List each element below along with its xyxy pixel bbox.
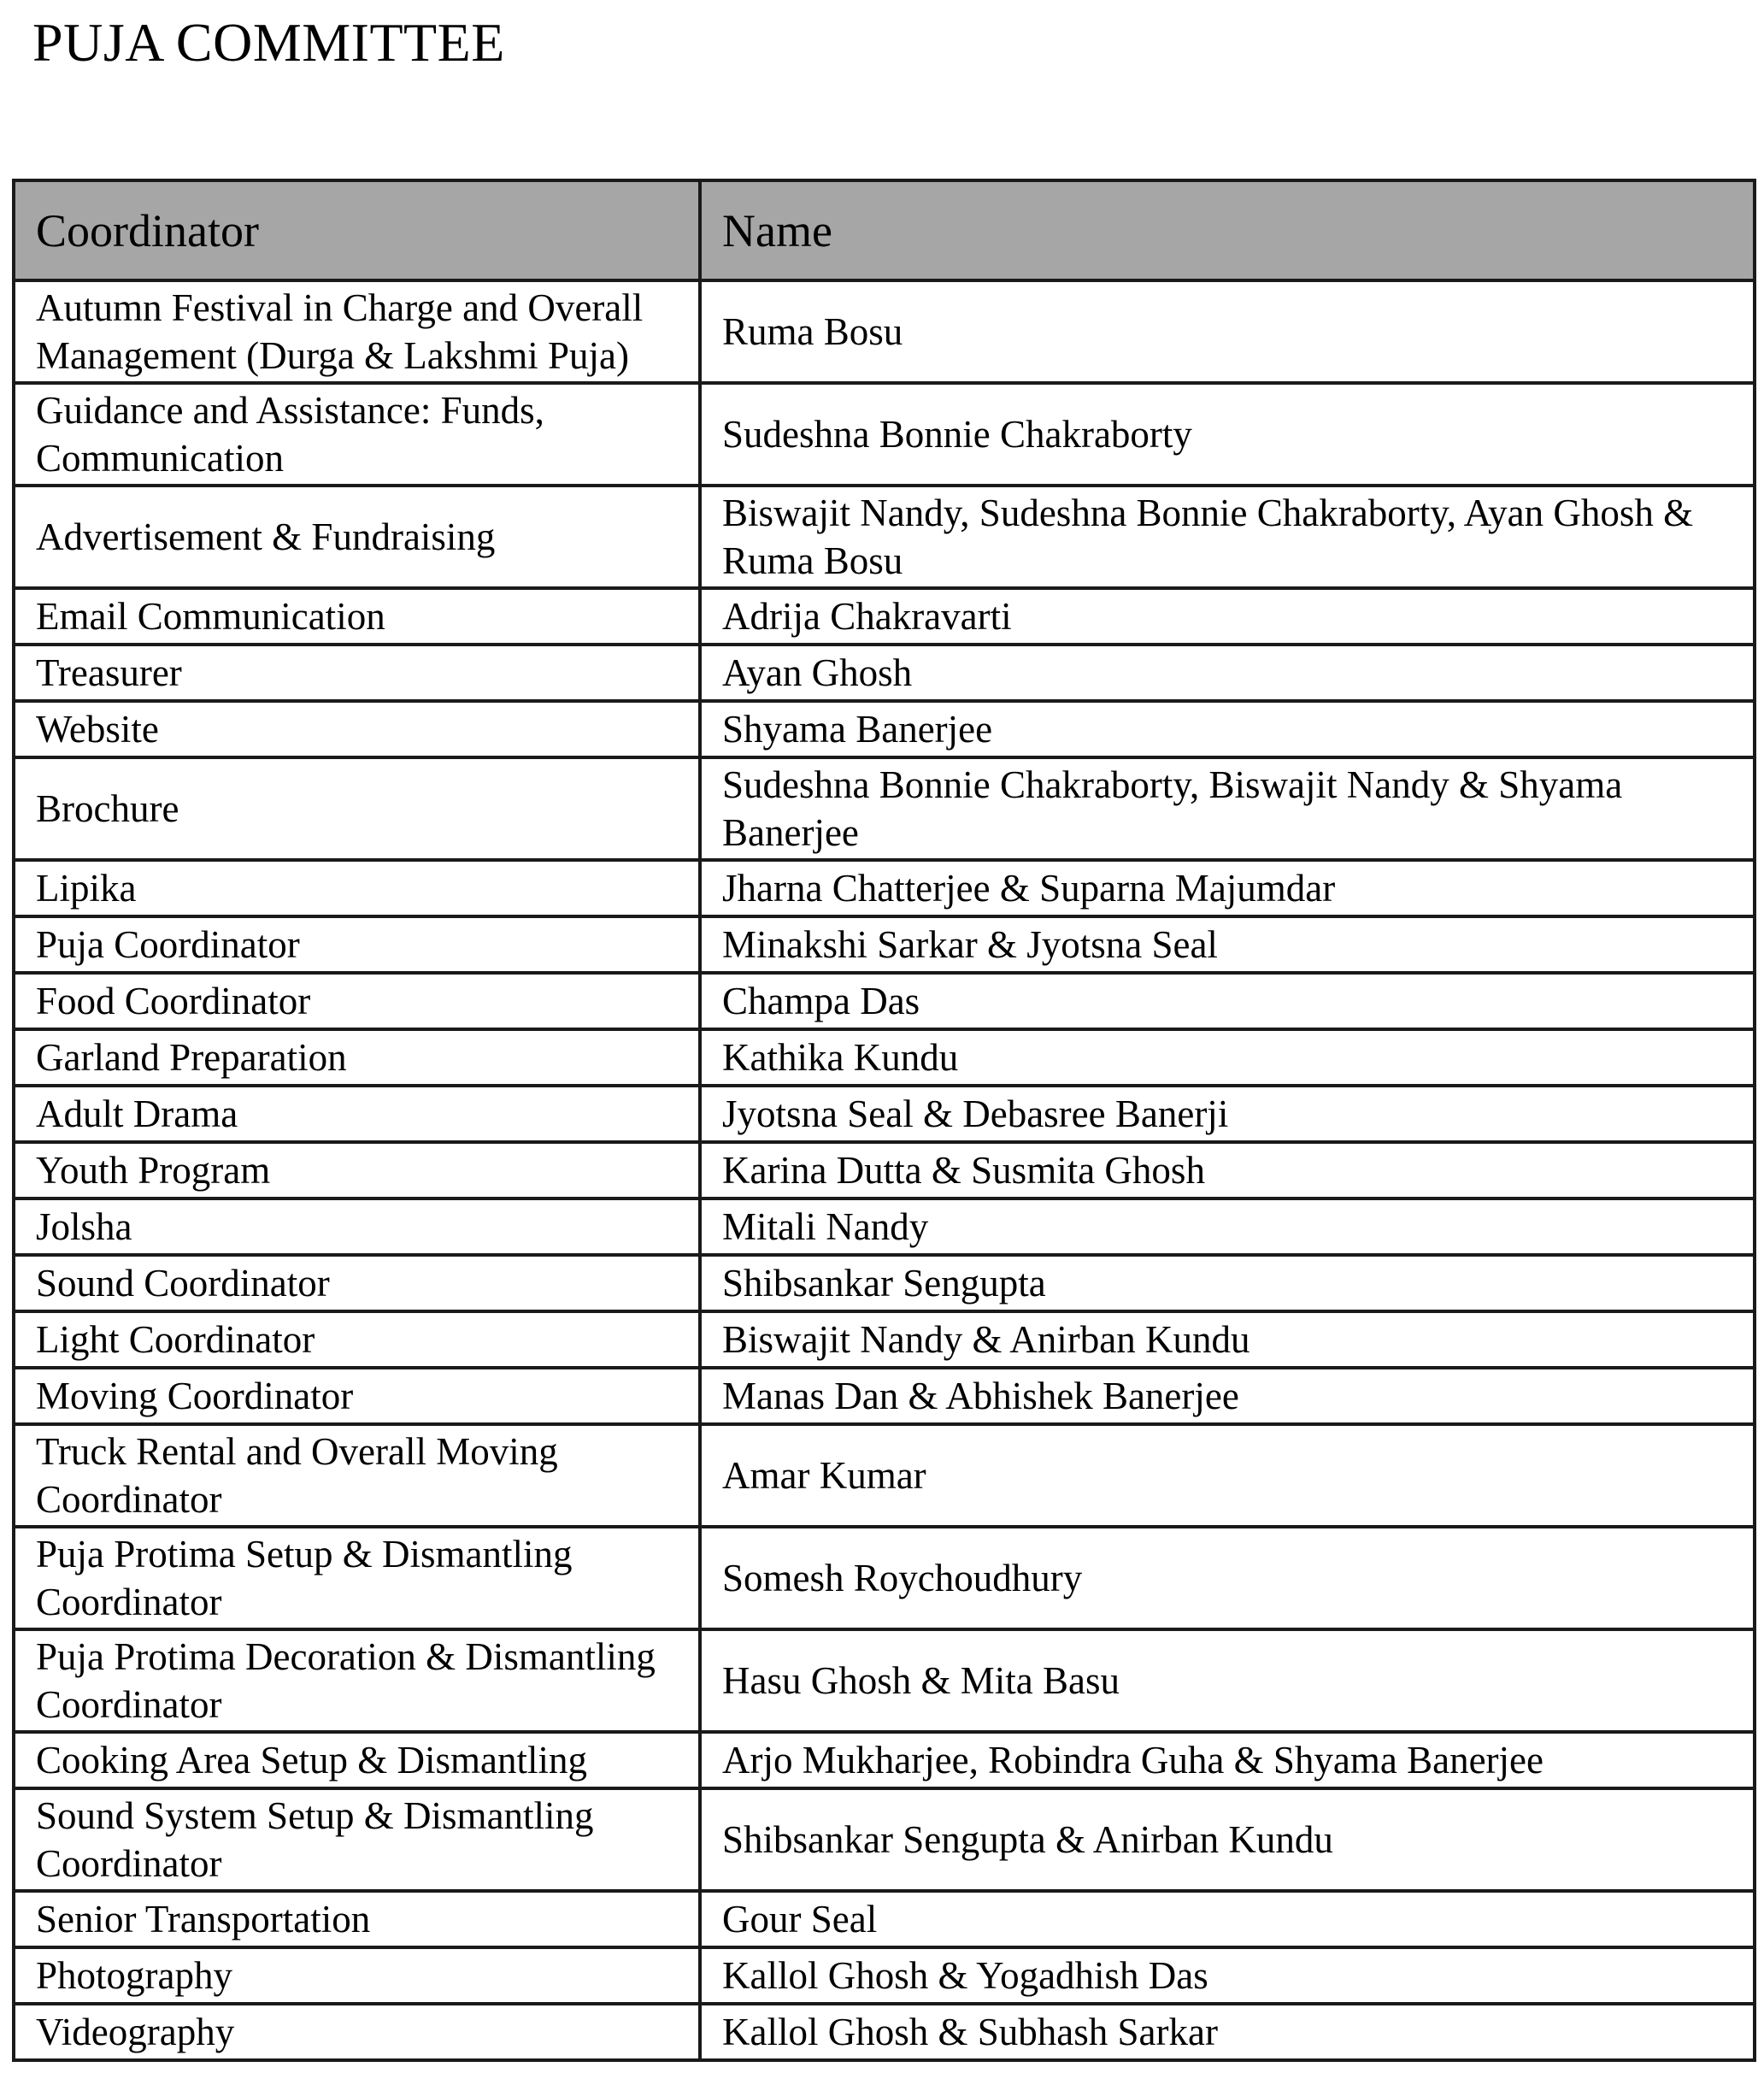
name-cell: Kathika Kundu	[700, 1029, 1755, 1086]
name-cell: Hasu Ghosh & Mita Basu	[700, 1629, 1755, 1732]
coordinator-cell: Guidance and Assistance: Funds, Communication	[14, 383, 700, 486]
table-row	[14, 1788, 1755, 1891]
table-row	[14, 280, 1755, 383]
table-row	[14, 486, 1755, 588]
name-cell: Amar Kumar	[700, 1424, 1755, 1527]
name-cell: Sudeshna Bonnie Chakraborty	[700, 383, 1755, 486]
header-name: Name	[700, 180, 1755, 280]
coordinator-cell: Advertisement & Fundraising	[14, 486, 700, 588]
table-row	[14, 1198, 1755, 1255]
name-cell: Biswajit Nandy & Anirban Kundu	[700, 1311, 1755, 1368]
table-row	[14, 916, 1755, 973]
coordinator-cell: Treasurer	[14, 645, 700, 701]
name-cell: Sudeshna Bonnie Chakraborty, Biswajit Nandy & Shyama Banerjee	[700, 757, 1755, 860]
name-cell: Shibsankar Sengupta & Anirban Kundu	[700, 1788, 1755, 1891]
coordinator-cell: Lipika	[14, 860, 700, 916]
coordinator-cell: Youth Program	[14, 1142, 700, 1198]
name-cell: Somesh Roychoudhury	[700, 1527, 1755, 1629]
table-row	[14, 860, 1755, 916]
table-header	[14, 180, 1755, 280]
coordinator-cell: Senior Transportation	[14, 1891, 700, 1947]
coordinator-cell: Puja Protima Setup & Dismantling Coordinator	[14, 1527, 700, 1629]
table-row	[14, 701, 1755, 757]
name-cell: Kallol Ghosh & Yogadhish Das	[700, 1947, 1755, 2004]
table-row	[14, 1029, 1755, 1086]
table-row	[14, 645, 1755, 701]
coordinator-cell: Garland Preparation	[14, 1029, 700, 1086]
table-row	[14, 1891, 1755, 1947]
coordinator-cell: Puja Coordinator	[14, 916, 700, 973]
coordinator-cell: Truck Rental and Overall Moving Coordinator	[14, 1424, 700, 1527]
table-row	[14, 757, 1755, 860]
coordinator-cell: Sound System Setup & Dismantling Coordinator	[14, 1788, 700, 1891]
name-cell: Shibsankar Sengupta	[700, 1255, 1755, 1311]
name-cell: Adrija Chakravarti	[700, 588, 1755, 645]
table-row	[14, 973, 1755, 1029]
page-title: PUJA COMMITTEE	[32, 12, 505, 73]
name-cell: Kallol Ghosh & Subhash Sarkar	[700, 2004, 1755, 2060]
coordinator-cell: Cooking Area Setup & Dismantling	[14, 1732, 700, 1788]
table-row	[14, 383, 1755, 486]
name-cell: Mitali Nandy	[700, 1198, 1755, 1255]
coordinator-cell: Brochure	[14, 757, 700, 860]
table-row	[14, 1629, 1755, 1732]
name-cell: Arjo Mukharjee, Robindra Guha & Shyama Banerjee	[700, 1732, 1755, 1788]
coordinator-cell: Photography	[14, 1947, 700, 2004]
table-row	[14, 1424, 1755, 1527]
name-cell: Biswajit Nandy, Sudeshna Bonnie Chakraborty, Ayan Ghosh & Ruma Bosu	[700, 486, 1755, 588]
coordinator-cell: Jolsha	[14, 1198, 700, 1255]
table-row	[14, 1527, 1755, 1629]
table-row	[14, 588, 1755, 645]
table-header-row	[14, 180, 1755, 280]
name-cell: Jharna Chatterjee & Suparna Majumdar	[700, 860, 1755, 916]
coordinator-cell: Puja Protima Decoration & Dismantling Coordinator	[14, 1629, 700, 1732]
table-row	[14, 1255, 1755, 1311]
coordinator-cell: Light Coordinator	[14, 1311, 700, 1368]
name-cell: Gour Seal	[700, 1891, 1755, 1947]
table-row	[14, 2004, 1755, 2060]
table-body	[14, 280, 1755, 2060]
coordinator-cell: Food Coordinator	[14, 973, 700, 1029]
name-cell: Minakshi Sarkar & Jyotsna Seal	[700, 916, 1755, 973]
table-row	[14, 1142, 1755, 1198]
coordinator-cell: Videography	[14, 2004, 700, 2060]
table-row	[14, 1368, 1755, 1424]
coordinator-cell: Autumn Festival in Charge and Overall Management (Durga & Lakshmi Puja)	[14, 280, 700, 383]
name-cell: Jyotsna Seal & Debasree Banerji	[700, 1086, 1755, 1142]
header-coordinator: Coordinator	[14, 180, 700, 280]
name-cell: Ruma Bosu	[700, 280, 1755, 383]
coordinator-cell: Email Communication	[14, 588, 700, 645]
name-cell: Champa Das	[700, 973, 1755, 1029]
committee-table	[12, 179, 1756, 2062]
coordinator-cell: Website	[14, 701, 700, 757]
table-row	[14, 1732, 1755, 1788]
table-row	[14, 1086, 1755, 1142]
name-cell: Ayan Ghosh	[700, 645, 1755, 701]
coordinator-cell: Sound Coordinator	[14, 1255, 700, 1311]
name-cell: Karina Dutta & Susmita Ghosh	[700, 1142, 1755, 1198]
table-row	[14, 1311, 1755, 1368]
coordinator-cell: Moving Coordinator	[14, 1368, 700, 1424]
name-cell: Manas Dan & Abhishek Banerjee	[700, 1368, 1755, 1424]
table-row	[14, 1947, 1755, 2004]
name-cell: Shyama Banerjee	[700, 701, 1755, 757]
coordinator-cell: Adult Drama	[14, 1086, 700, 1142]
